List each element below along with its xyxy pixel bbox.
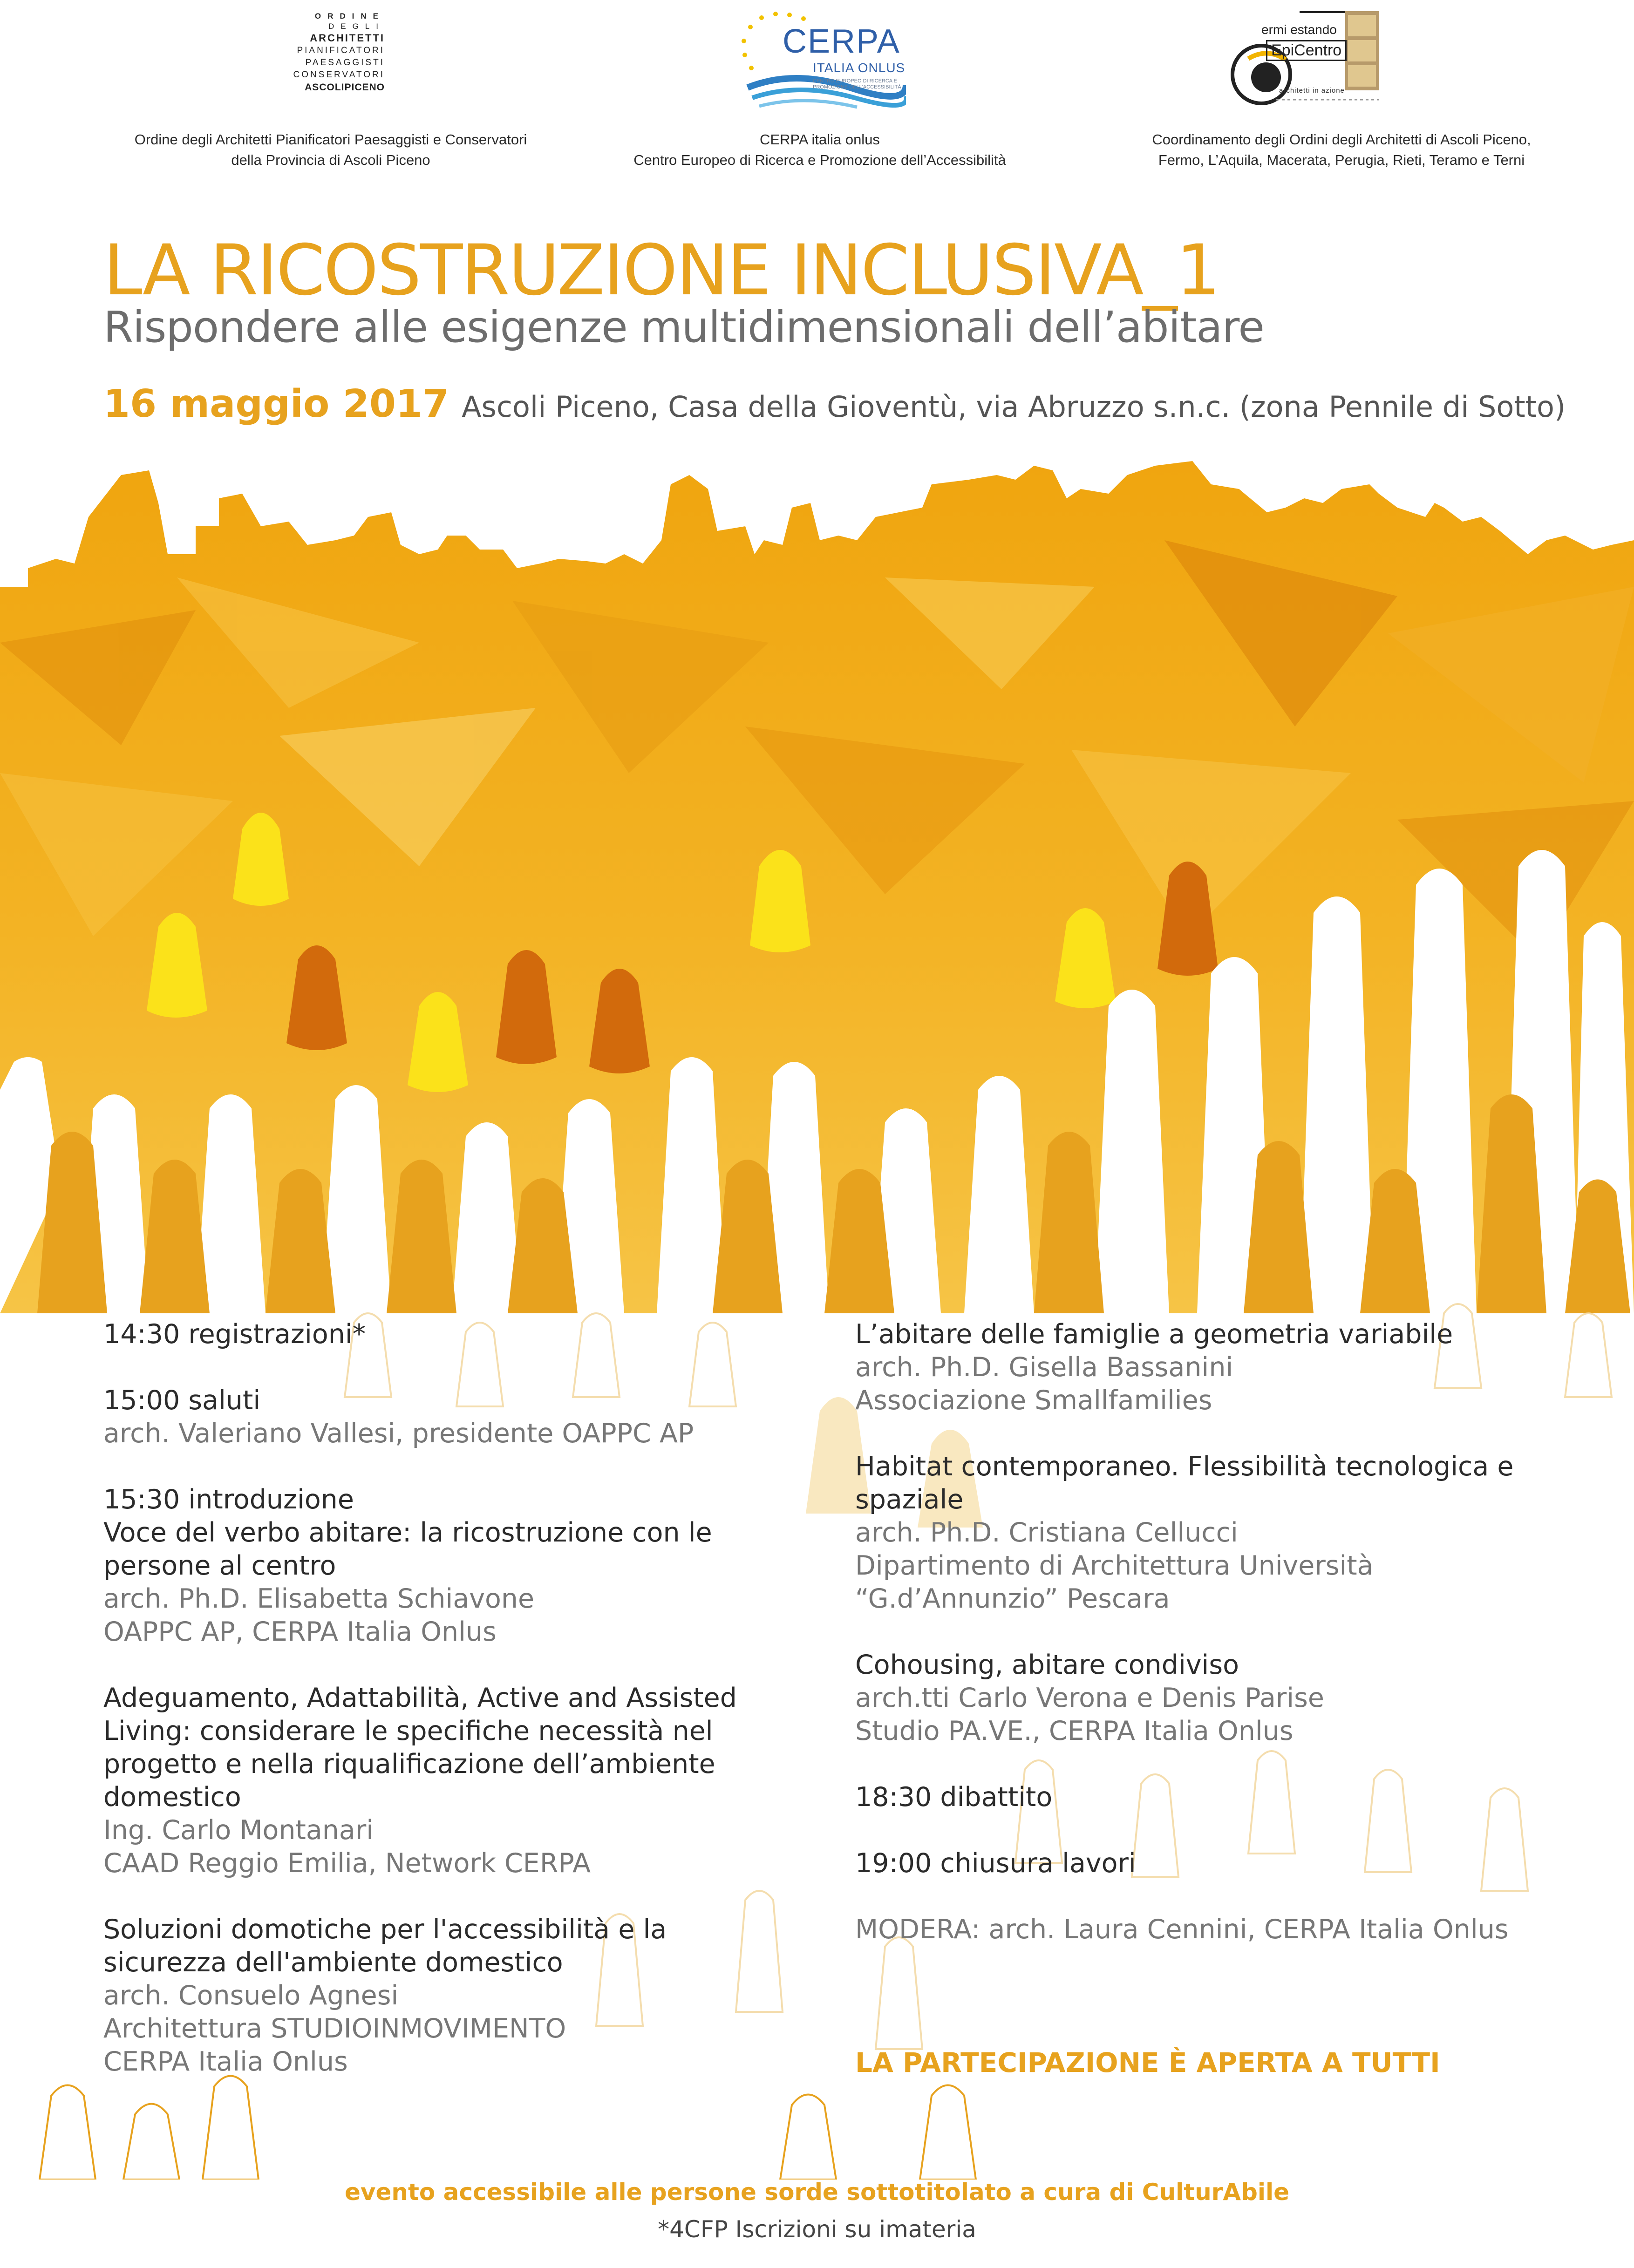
program-speaker: “G.d’Annunzio” Pescara <box>855 1583 1170 1614</box>
oappc-logo-line: PAESAGGISTI <box>305 58 385 68</box>
city-crowd-illustration <box>0 447 1634 1313</box>
program-item <box>855 1913 1582 1946</box>
oappc-caption-line-1: Ordine degli Architetti Pianificatori Paesaggisti e Conservatori <box>134 131 527 148</box>
epicentro-logo-word: EpiCentro <box>1266 40 1347 61</box>
program-heading: Adeguamento, Adattabilità, Active and Assisted <box>103 1683 737 1713</box>
program-heading: Voce del verbo abitare: la ricostruzione con le <box>103 1517 712 1548</box>
event-date: 16 maggio 2017 <box>103 382 449 426</box>
program-heading: 18:30 dibattito <box>855 1782 1053 1813</box>
oappc-logo <box>279 11 385 113</box>
cerpa-caption-line-2: Centro Europeo di Ricerca e Promozione dell’Accessibilità <box>633 152 1006 168</box>
program-heading: persone al centro <box>103 1550 336 1581</box>
program-heading: 19:00 chiusura lavori <box>855 1848 1136 1879</box>
program-speaker: arch. Consuelo Agnesi <box>103 1980 399 2011</box>
program-left-column <box>103 1318 830 2112</box>
program-speaker: Studio PA.VE., CERPA Italia Onlus <box>855 1716 1294 1746</box>
event-subtitle: Rispondere alle esigenze multidimensionali dell’abitare <box>103 302 1264 352</box>
program-speaker: Associazione Smallfamilies <box>855 1385 1212 1416</box>
program-item <box>855 1318 1582 1417</box>
program-item <box>103 1483 830 1649</box>
open-participation-note: LA PARTECIPAZIONE È APERTA A TUTTI <box>855 2047 1440 2078</box>
accessibility-note: evento accessibile alle persone sorde sottotitolato a cura di CulturAbile <box>344 2179 1290 2206</box>
program-right-column <box>855 1318 1582 1979</box>
program-speaker: arch.tti Carlo Verona e Denis Parise <box>855 1683 1324 1713</box>
program-item <box>855 1781 1582 1814</box>
event-venue: Ascoli Piceno, Casa della Gioventù, via Abruzzo s.n.c. (zona Pennile di Sotto) <box>462 390 1566 424</box>
oappc-logo-line: CONSERVATORI <box>293 70 385 80</box>
program-item <box>855 1450 1582 1616</box>
program-speaker: Architettura STUDIOINMOVIMENTO <box>103 2013 566 2044</box>
program-heading: 15:30 introduzione <box>103 1484 354 1515</box>
epicentro-caption-line-1: Coordinamento degli Ordini degli Architetti di Ascoli Piceno, <box>1152 131 1531 148</box>
program-speaker: Dipartimento di Architettura Università <box>855 1550 1374 1581</box>
program-heading: 15:00 saluti <box>103 1385 261 1416</box>
moderator-line: MODERA: arch. Laura Cennini, CERPA Italia Onlus <box>855 1914 1509 1945</box>
cfp-note: *4CFP Iscrizioni su imateria <box>658 2216 976 2243</box>
cerpa-logo-word: CERPA <box>783 23 900 60</box>
cerpa-caption-line-1: CERPA italia onlus <box>760 131 880 148</box>
program-heading: Cohousing, abitare condiviso <box>855 1650 1239 1680</box>
program-heading: progetto e nella riqualificazione dell’ambiente <box>103 1749 715 1779</box>
cerpa-logo <box>734 8 906 115</box>
program-item <box>103 1384 830 1450</box>
oappc-logo-line: ARCHITETTI <box>310 32 385 44</box>
program-heading: Soluzioni domotiche per l'accessibilità e la <box>103 1914 667 1945</box>
program-item <box>103 1682 830 1880</box>
oappc-logo-line: ASCOLIPICENO <box>305 82 385 93</box>
program-speaker: arch. Ph.D. Cristiana Cellucci <box>855 1517 1238 1548</box>
cerpa-caption <box>582 129 1057 170</box>
date-venue-line <box>103 382 1566 426</box>
program-heading: 14:30 registrazioni* <box>103 1319 366 1350</box>
epicentro-logo-tagline: ermi estando <box>1261 22 1337 37</box>
epicentro-logo <box>1220 8 1397 111</box>
program-item <box>103 1913 830 2078</box>
oappc-logo-line: ORDINE <box>314 12 385 20</box>
program-speaker: arch. Ph.D. Elisabetta Schiavone <box>103 1583 535 1614</box>
epicentro-caption-line-2: Fermo, L’Aquila, Macerata, Perugia, Rieti, Teramo e Terni <box>1158 152 1525 168</box>
program-heading: Living: considerare le specifiche necessità nel <box>103 1716 713 1746</box>
oappc-caption-line-2: della Provincia di Ascoli Piceno <box>231 152 430 168</box>
oappc-logo-line: PIANIFICATORI <box>297 46 385 55</box>
epicentro-logo-sub: architetti in azione <box>1279 87 1345 95</box>
program-speaker: Ing. Carlo Montanari <box>103 1815 374 1846</box>
program-speaker: CERPA Italia Onlus <box>103 2046 348 2077</box>
program-speaker: OAPPC AP, CERPA Italia Onlus <box>103 1616 497 1647</box>
program-speaker: arch. Valeriano Vallesi, presidente OAPPC AP <box>103 1418 694 1449</box>
cerpa-logo-sub: ITALIA ONLUS <box>813 61 906 75</box>
oappc-logo-line: DEGLI <box>328 22 385 31</box>
program-heading: Habitat contemporaneo. Flessibilità tecnologica e <box>855 1451 1514 1482</box>
cerpa-logo-tiny: CENTRO EUROPEO DI RICERCA E PROMOZIONE DELL'ACCESSIBILITÀ <box>813 78 901 90</box>
oappc-caption <box>84 129 578 170</box>
program-heading: L’abitare delle famiglie a geometria variabile <box>855 1319 1453 1350</box>
program-heading: domestico <box>103 1782 241 1813</box>
program-item <box>855 1649 1582 1748</box>
program-heading: sicurezza dell'ambiente domestico <box>103 1947 563 1978</box>
epicentro-caption <box>1062 129 1621 170</box>
program-speaker: arch. Ph.D. Gisella Bassanini <box>855 1352 1233 1383</box>
program-heading: spaziale <box>855 1484 964 1515</box>
event-title: LA RICOSTRUZIONE INCLUSIVA_1 <box>103 230 1219 311</box>
program-item <box>855 1847 1582 1880</box>
program-speaker: CAAD Reggio Emilia, Network CERPA <box>103 1848 591 1879</box>
program-item <box>103 1318 830 1351</box>
